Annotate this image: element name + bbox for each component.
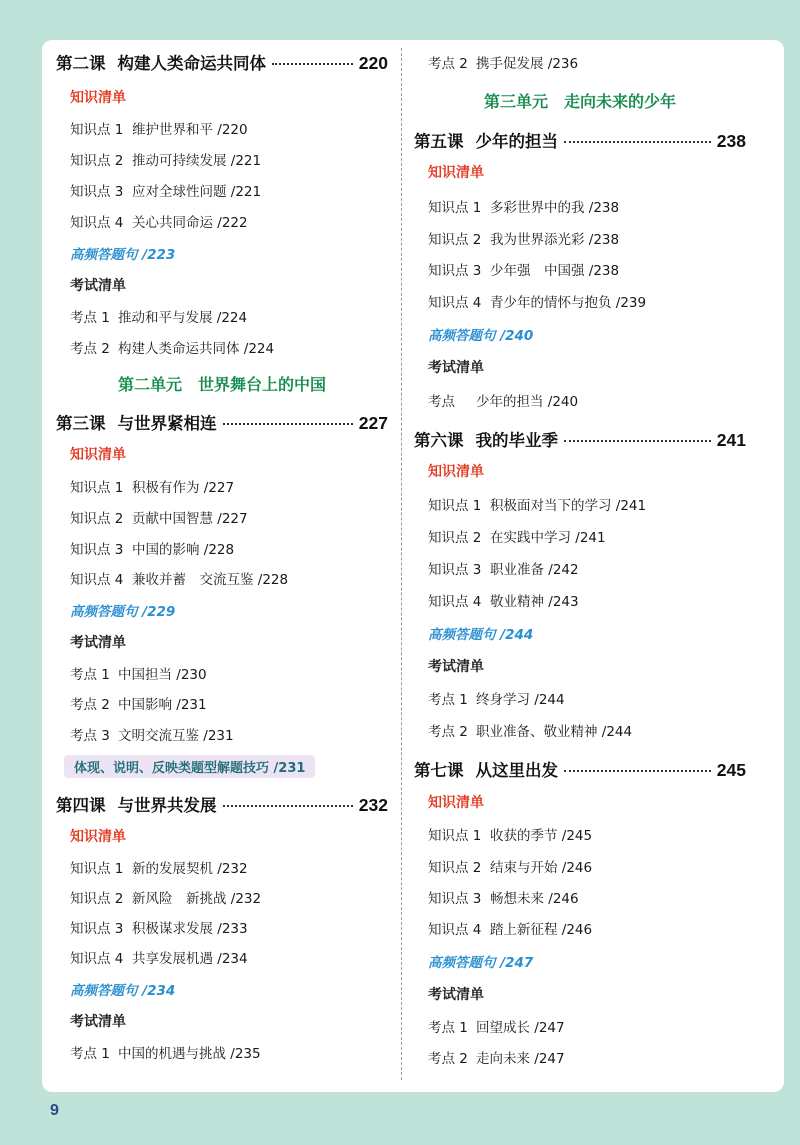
exam-point[interactable]: 考点 2 职业准备、敬业精神 /244 [428, 724, 633, 740]
knowledge-list-heading: 知识清单 [428, 165, 484, 181]
lesson-title: 从这里出发 [475, 761, 558, 780]
lesson-7-heading[interactable] [414, 757, 746, 781]
lesson-number: 第三课 [56, 414, 106, 433]
knowledge-list-heading: 知识清单 [70, 90, 126, 106]
knowledge-point[interactable]: 知识点 1 维护世界和平 /220 [70, 122, 248, 138]
lesson-6-heading[interactable] [414, 427, 746, 451]
lesson-4-heading[interactable] [56, 792, 388, 816]
lesson-title: 与世界共发展 [117, 796, 217, 815]
lesson-3-heading[interactable] [56, 410, 388, 434]
lesson-title: 我的毕业季 [475, 431, 558, 450]
lesson-5-heading[interactable] [414, 128, 746, 152]
lesson-number: 第五课 [414, 132, 464, 151]
leader-dots [564, 770, 711, 772]
knowledge-point[interactable]: 知识点 2 我为世界添光彩 /238 [428, 232, 620, 248]
lesson-number: 第七课 [414, 761, 464, 780]
knowledge-list-heading: 知识清单 [70, 447, 126, 463]
lesson-page: 227 [358, 413, 388, 433]
knowledge-point[interactable]: 知识点 2 在实践中学习 /241 [428, 530, 606, 546]
knowledge-point[interactable]: 知识点 3 少年强 中国强 /238 [428, 263, 620, 279]
knowledge-point[interactable]: 知识点 2 贡献中国智慧 /227 [70, 511, 248, 527]
exam-point[interactable]: 考点 少年的担当 /240 [428, 394, 579, 410]
exam-point[interactable]: 考点 2 走向未来 /247 [428, 1051, 565, 1067]
leader-dots [223, 423, 353, 425]
unit-3-heading: 第三单元 走向未来的少年 [483, 92, 676, 111]
knowledge-list-heading: 知识清单 [428, 464, 484, 480]
exam-list-heading: 考试清单 [70, 1014, 126, 1030]
lesson-2-heading[interactable] [56, 50, 388, 74]
lesson-page: 220 [358, 53, 388, 73]
exam-point[interactable]: 考点 1 中国的机遇与挑战 /235 [70, 1046, 261, 1062]
leader-dots [272, 63, 353, 65]
knowledge-point[interactable]: 知识点 2 推动可持续发展 /221 [70, 153, 262, 169]
lesson-number: 第六课 [414, 431, 464, 450]
lesson-number: 第四课 [56, 796, 106, 815]
knowledge-point[interactable]: 知识点 4 关心共同命运 /222 [70, 215, 248, 231]
lesson-title: 与世界紧相连 [117, 414, 217, 433]
knowledge-point[interactable]: 知识点 2 结束与开始 /246 [428, 860, 593, 876]
knowledge-point[interactable]: 知识点 1 积极面对当下的学习 /241 [428, 498, 647, 514]
knowledge-point[interactable]: 知识点 3 应对全球性问题 /221 [70, 184, 262, 200]
exam-list-heading: 考试清单 [428, 360, 484, 376]
lesson-page: 245 [716, 760, 746, 780]
lesson-title: 构建人类命运共同体 [117, 54, 266, 73]
frequent-answers-link[interactable]: 高频答题句 /223 [70, 247, 176, 263]
exam-point[interactable]: 考点 1 回望成长 /247 [428, 1020, 565, 1036]
lesson-page: 238 [716, 131, 746, 151]
knowledge-point[interactable]: 知识点 1 多彩世界中的我 /238 [428, 200, 620, 216]
exam-list-heading: 考试清单 [70, 635, 126, 651]
exam-point[interactable]: 考点 1 推动和平与发展 /224 [70, 310, 248, 326]
knowledge-point[interactable]: 知识点 1 新的发展契机 /232 [70, 861, 248, 877]
knowledge-point[interactable]: 知识点 1 积极有作为 /227 [70, 480, 235, 496]
tip-banner[interactable]: 体现、说明、反映类题型解题技巧 /231 [64, 755, 315, 778]
knowledge-list-heading: 知识清单 [70, 829, 126, 845]
exam-point[interactable]: 考点 2 构建人类命运共同体 /224 [70, 341, 275, 357]
knowledge-point[interactable]: 知识点 1 收获的季节 /245 [428, 828, 593, 844]
lesson-number: 第二课 [56, 54, 106, 73]
frequent-answers-link[interactable]: 高频答题句 /229 [70, 604, 176, 620]
unit-2-heading: 第二单元 世界舞台上的中国 [117, 375, 326, 394]
exam-point[interactable]: 考点 3 文明交流互鉴 /231 [70, 728, 234, 744]
knowledge-point[interactable]: 知识点 4 共享发展机遇 /234 [70, 951, 248, 967]
knowledge-point[interactable]: 知识点 2 新风险 新挑战 /232 [70, 891, 262, 907]
page-number: 9 [50, 1102, 59, 1119]
knowledge-point[interactable]: 知识点 3 职业准备 /242 [428, 562, 579, 578]
exam-list-heading: 考试清单 [428, 659, 484, 675]
lesson-title: 少年的担当 [475, 132, 558, 151]
knowledge-point[interactable]: 知识点 3 积极谋求发展 /233 [70, 921, 248, 937]
exam-list-heading: 考试清单 [70, 278, 126, 294]
leader-dots [223, 805, 353, 807]
frequent-answers-link[interactable]: 高频答题句 /247 [428, 955, 534, 971]
leader-dots [564, 440, 711, 442]
frequent-answers-link[interactable]: 高频答题句 /234 [70, 983, 176, 999]
lesson-page: 241 [716, 430, 746, 450]
knowledge-point[interactable]: 知识点 3 中国的影响 /228 [70, 542, 235, 558]
exam-point[interactable]: 考点 1 终身学习 /244 [428, 692, 565, 708]
knowledge-list-heading: 知识清单 [428, 795, 484, 811]
exam-list-heading: 考试清单 [428, 987, 484, 1003]
leader-dots [564, 141, 711, 143]
frequent-answers-link[interactable]: 高频答题句 /244 [428, 627, 534, 643]
knowledge-point[interactable]: 知识点 4 踏上新征程 /246 [428, 922, 593, 938]
knowledge-point[interactable]: 知识点 4 兼收并蓄 交流互鉴 /228 [70, 572, 289, 588]
exam-point[interactable]: 考点 1 中国担当 /230 [70, 667, 207, 683]
frequent-answers-link[interactable]: 高频答题句 /240 [428, 328, 534, 344]
lesson-page: 232 [358, 795, 388, 815]
column-divider [401, 48, 402, 1080]
knowledge-point[interactable]: 知识点 4 青少年的情怀与抱负 /239 [428, 295, 647, 311]
exam-point[interactable]: 考点 2 中国影响 /231 [70, 697, 207, 713]
knowledge-point[interactable]: 知识点 4 敬业精神 /243 [428, 594, 579, 610]
knowledge-point[interactable]: 知识点 3 畅想未来 /246 [428, 891, 579, 907]
exam-point[interactable]: 考点 2 携手促发展 /236 [428, 56, 579, 72]
